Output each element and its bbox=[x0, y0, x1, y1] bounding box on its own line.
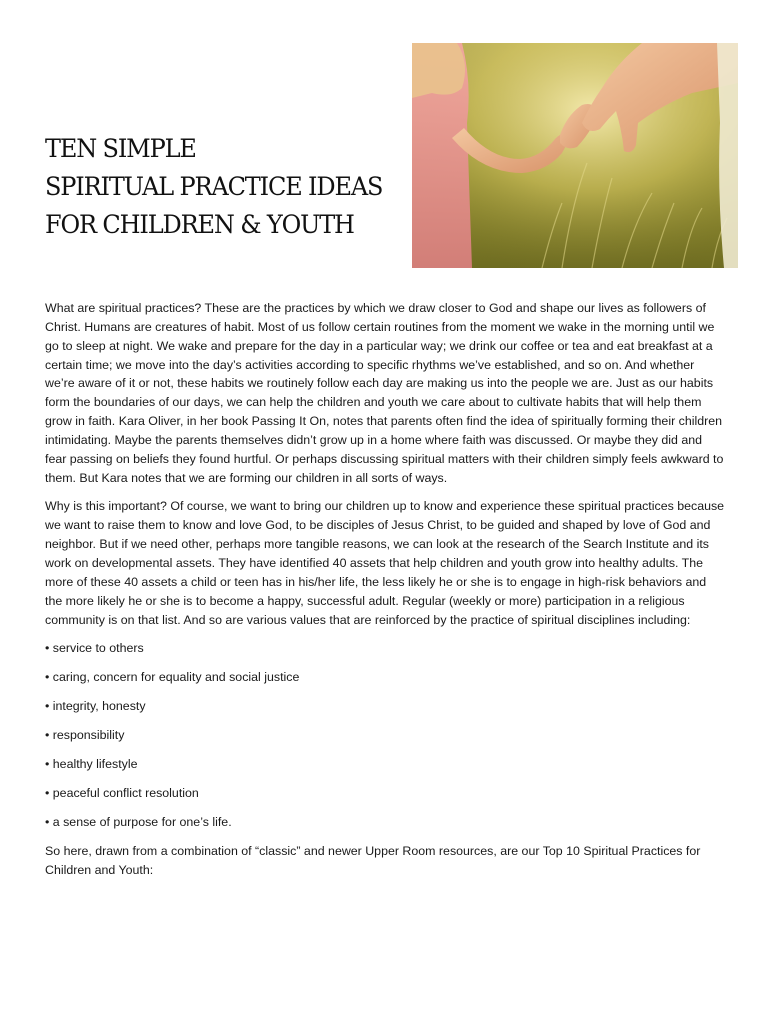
list-item: • responsibility bbox=[45, 728, 125, 743]
importance-paragraph: Why is this important? Of course, we want to bring our children up to know and experience these spiritual practices because we want to raise them to know and love God, to be disciples of Jesus Christ, to be guided and shaped by love of God and neighbor. But if we need other, perhaps more tangible reasons, we can look at the research of the Search Institute and its work on developmental assets. They have identified 40 assets that help children and youth grow into healthy adults. The more of these 40 assets a child or teen has in his/her life, the less likely he or she is to engage in high-risk behaviors and the more likely he or she is to become a happy, successful adult. Regular (weekly or more) participation in a religious community is on that list. And so are various values that are reinforced by the practice of spiritual disciplines including: bbox=[45, 499, 725, 627]
list-item: • healthy lifestyle bbox=[45, 757, 138, 772]
article-body bbox=[45, 299, 725, 890]
list-item: • service to others bbox=[45, 641, 144, 656]
values-list bbox=[45, 639, 725, 832]
list-item: • peaceful conflict resolution bbox=[45, 786, 199, 801]
list-item: • caring, concern for equality and social justice bbox=[45, 670, 300, 685]
closing-paragraph: So here, drawn from a combination of “classic” and newer Upper Room resources, are our Top 10 Spiritual Practices for Children and Youth: bbox=[45, 844, 701, 878]
list-item: • integrity, honesty bbox=[45, 699, 146, 714]
hero-photo bbox=[412, 43, 738, 268]
title-line-3: FOR CHILDREN & YOUTH bbox=[45, 210, 354, 239]
title-line-2: SPIRITUAL PRACTICE IDEAS bbox=[45, 172, 383, 201]
hero-photo-illustration bbox=[412, 43, 738, 268]
list-item: • a sense of purpose for one’s life. bbox=[45, 815, 232, 830]
child-hair bbox=[412, 43, 465, 98]
intro-paragraph: What are spiritual practices? These are the practices by which we draw closer to God and shape our lives as followers of Christ. Humans are creatures of habit. Most of us follow certain routines from the moment we wake in the morning until we go to sleep at night. We wake and prepare for the day in a particular way; we drink our coffee or tea and eat breakfast at a certain time; we move into the day’s activities according to specific rhythms we’ve established, and so on. And whether we’re aware of it or not, these habits we routinely follow each day are making us into the people we are. Just as our habits form the boundaries of our days, we can help the children and youth we care about to cultivate habits that will help them grow in faith. Kara Oliver, in her book Passing It On, notes that parents often find the idea of spiritually forming their children intimidating. Maybe the parents themselves didn’t grow up in a home where faith was discussed. Or maybe they did and fear passing on beliefs they found hurtful. Or perhaps discussing spiritual matters with their children simply feels awkward to them. But Kara notes that we are forming our children in all sorts of ways. bbox=[45, 301, 724, 485]
title-line-1: TEN SIMPLE bbox=[45, 134, 196, 163]
document-title bbox=[45, 130, 405, 244]
